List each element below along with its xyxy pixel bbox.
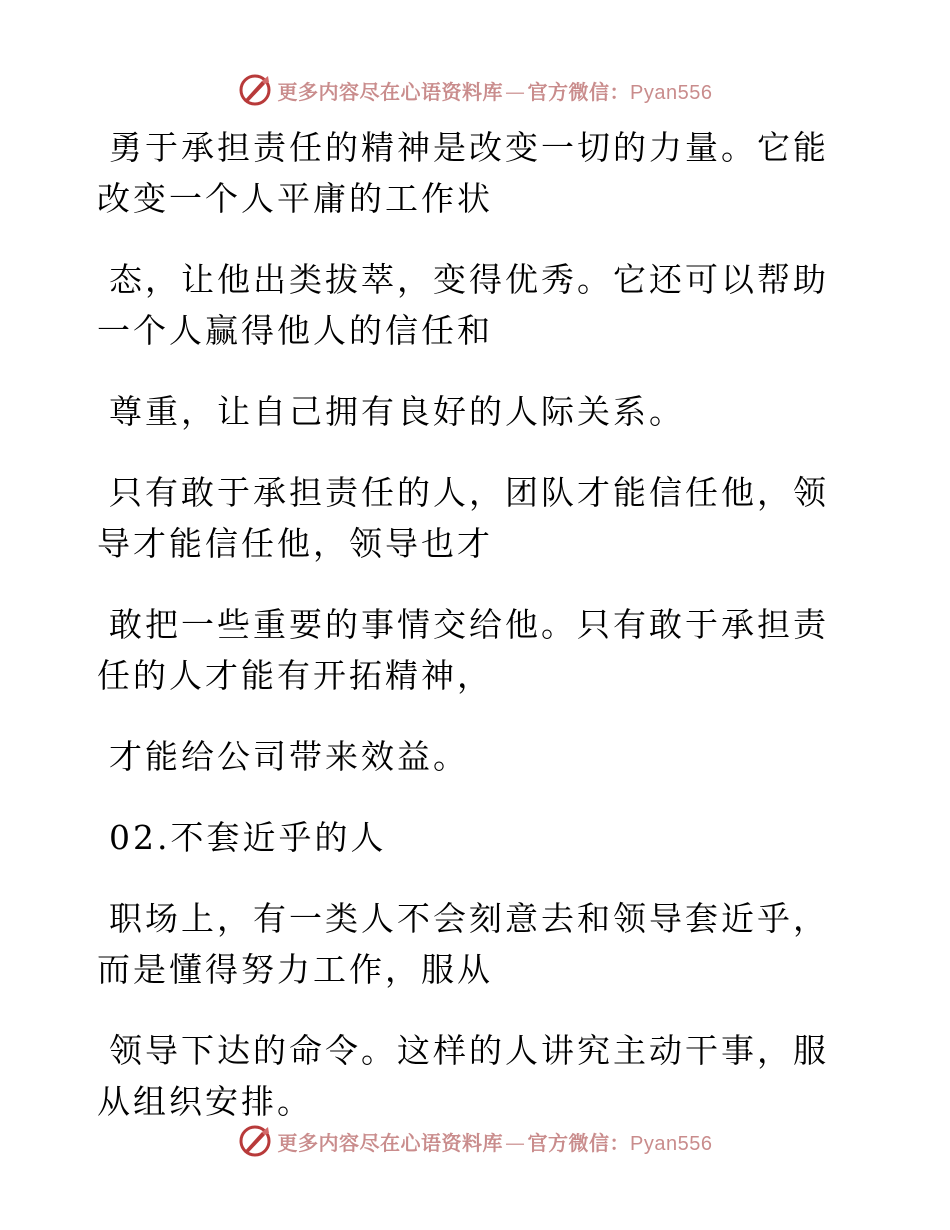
header-banner <box>0 70 950 110</box>
footer-site-text: 更多内容尽在心语资料库 <box>277 1130 504 1155</box>
document-body <box>97 122 837 1157</box>
paragraph-6: 才能给公司带来效益。 <box>109 737 469 776</box>
footer-wechat-id: Pyan556 <box>630 1132 713 1155</box>
quill-pen-logo-icon <box>238 1124 272 1158</box>
paragraph-7: 职场上，有一类人不会刻意去和领导套近乎，而是懂得努力工作，服从 <box>97 899 829 989</box>
header-wechat-label: 官方微信： <box>527 79 631 104</box>
header-separator: — <box>505 79 526 104</box>
paragraph-5: 敢把一些重要的事情交给他。只有敢于承担责任的人才能有开拓精神， <box>97 605 829 695</box>
header-site-text: 更多内容尽在心语资料库 <box>277 79 504 104</box>
footer-separator: — <box>505 1130 526 1155</box>
section-heading: 02.不套近乎的人 <box>109 818 387 857</box>
footer-banner <box>0 1121 950 1161</box>
footer-wechat-label: 官方微信： <box>527 1130 631 1155</box>
paragraph-2: 态，让他出类拔萃，变得优秀。它还可以帮助一个人赢得他人的信任和 <box>97 260 829 350</box>
header-wechat-id: Pyan556 <box>630 81 713 104</box>
quill-pen-logo-icon <box>238 73 272 107</box>
paragraph-3: 尊重，让自己拥有良好的人际关系。 <box>109 392 685 431</box>
paragraph-8: 领导下达的命令。这样的人讲究主动干事，服从组织安排。 <box>97 1031 829 1121</box>
header-banner-text <box>278 76 713 105</box>
footer-banner-text <box>278 1127 713 1156</box>
paragraph-4: 只有敢于承担责任的人，团队才能信任他，领导才能信任他，领导也才 <box>97 473 829 563</box>
paragraph-1: 勇于承担责任的精神是改变一切的力量。它能改变一个人平庸的工作状 <box>97 128 829 218</box>
